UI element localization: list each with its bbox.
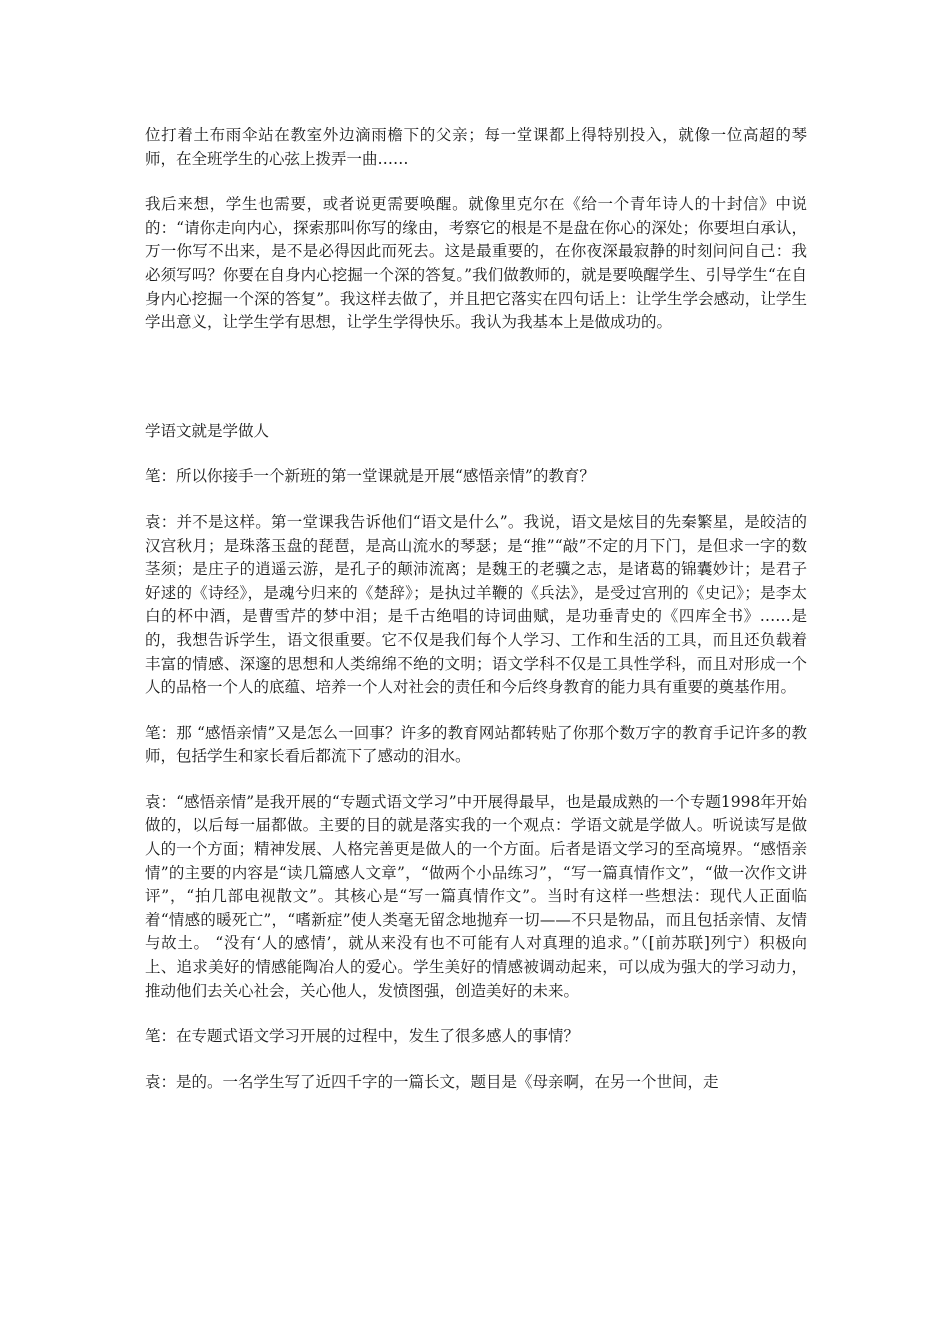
document-page <box>145 124 807 1094</box>
answer-long-essay: 袁：是的。一名学生写了近四千字的一篇长文，题目是《母亲啊，在另一个世间，走 <box>145 1072 719 1091</box>
paragraph-gap <box>145 443 807 465</box>
question-feeling-family: 笔：那 “感悟亲情”又是怎么一回事？许多的教育网站都转贴了你那个数万字的教育手记许多的教师，包括学生和家长看后都流下了感动的泪水。 <box>145 723 807 766</box>
question-first-lesson: 笔：所以你接手一个新班的第一堂课就是开展“感悟亲情”的教育？ <box>145 467 595 486</box>
paragraph-gap <box>145 1049 807 1071</box>
question-touching-stories: 笔：在专题式语文学习开展的过程中，发生了很多感人的事情？ <box>145 1027 580 1046</box>
paragraph-father-umbrella: 位打着土布雨伞站在教室外边滴雨檐下的父亲；每一堂课都上得特别投入，就像一位高超的琴师，在全班学生的心弦上拨弄一曲…… <box>145 126 807 168</box>
answer-feeling-family: 袁：“感悟亲情”是我开展的“专题式语文学习”中开展得最早，也是最成熟的一个专题1998年开始做的，以后每一届都做。主要的目的就是落实我的一个观点：学语文就是学做人。听说读写是做人的一个方面；精神发展、人格完善更是做人的一个方面。后者是语文学习的至高境界。“感悟亲情”的主要的内容是“读几篇感人文章”，“做两个小品练习”，“写一篇真情作文”，“做一次作文讲评”，“拍几部电视散文”。其核心是“写一篇真情作文”。当时有这样一些想法：现代人正面临着“情感的暖死亡”，“嗜新症”使人类毫无留念地抛弃一切——不只是物品，而且包括亲情、友情与故土。 “没有‘人的感情’，就从来没有也不可能有人对真理的追求。”（[前苏联]列宁）积极向上、追求美好的情感能陶冶人的爱心。学生美好的情感被调动起来，可以成为强大的学习动力，推动他们去关心社会，关心他人，发愤图强，创造美好的未来。 <box>145 792 807 1000</box>
section-gap <box>145 335 807 420</box>
paragraph-awakening: 我后来想，学生也需要，或者说更需要唤醒。就像里克尔在《给一个青年诗人的十封信》中说的：“请你走向内心，探索那叫你写的缘由，考察它的根是不是盘在你心的深处；你要坦白承认，万一你写不出来，是不是必得因此而死去。这是最重要的，在你夜深最寂静的时刻问问自己：我必须写吗？你要在自身内心挖掘一个深的答复。”我们做教师的，就是要唤醒学生、引导学生“在自身内心挖掘一个深的答复”。我这样去做了，并且把它落实在四句话上：让学生学会感动，让学生学出意义，让学生学有思想，让学生学得快乐。我认为我基本上是做成功的。 <box>145 195 807 332</box>
paragraph-gap <box>145 489 807 511</box>
paragraph-gap <box>145 1003 807 1025</box>
section-heading: 学语文就是学做人 <box>145 421 270 440</box>
paragraph-gap <box>145 769 807 791</box>
answer-what-is-chinese: 袁：并不是这样。第一堂课我告诉他们“语文是什么”。我说，语文是炫目的先秦繁星，是皎洁的汉宫秋月；是珠落玉盘的琵琶，是高山流水的琴瑟；是“推”“敲”不定的月下门，是但求一字的数茎须；是庄子的逍遥云游，是孔子的颠沛流离；是魏王的老骥之志，是诸葛的锦囊妙计；是君子好逑的《诗经》，是魂兮归来的《楚辞》；是执过羊鞭的《兵法》，是受过宫刑的《史记》；是李太白的杯中酒，是曹雪芹的梦中泪；是千古绝唱的诗词曲赋，是功垂青史的《四库全书》……是的，我想告诉学生，语文很重要。它不仅是我们每个人学习、工作和生活的工具，而且还负载着丰富的情感、深邃的思想和人类绵绵不绝的文明；语文学科不仅是工具性学科，而且对形成一个人的品格一个人的底蕴、培养一个人对社会的责任和今后终身教育的能力具有重要的奠基作用。 <box>145 512 807 697</box>
paragraph-gap <box>145 171 807 193</box>
paragraph-gap <box>145 700 807 722</box>
